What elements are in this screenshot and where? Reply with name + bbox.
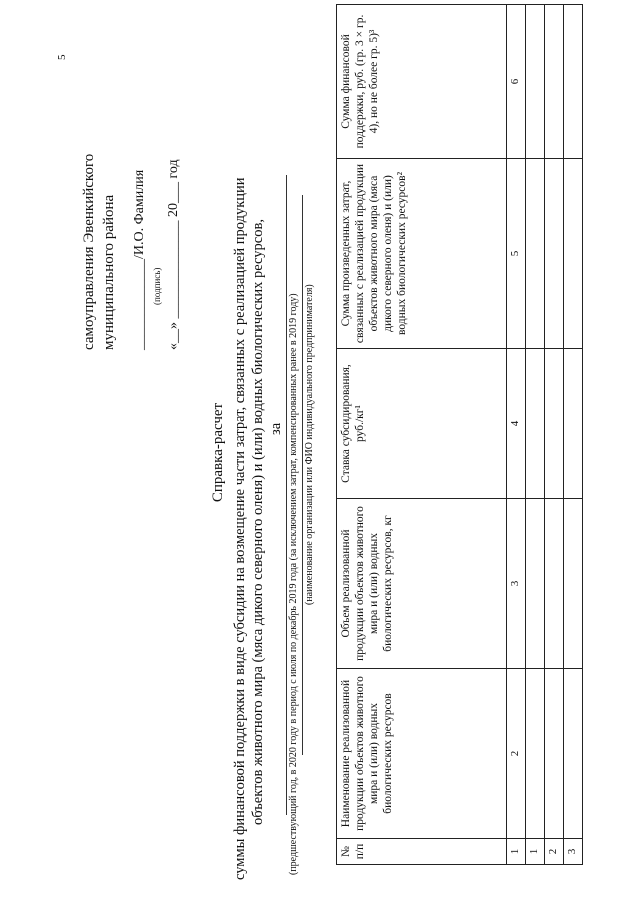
table-cell (564, 5, 583, 159)
page-number: 5 (56, 54, 68, 60)
table-cell (564, 499, 583, 669)
row-number-cell: 2 (545, 839, 564, 865)
column-number-cell: 1 (507, 839, 526, 865)
col-header-product-name: Наименование реализованной продукции объектов животного мира и (или) водных биологических ресурсов (337, 669, 507, 839)
column-number-row (507, 5, 526, 865)
table-cell (526, 159, 545, 349)
approval-line-2: муниципального района (101, 194, 117, 350)
signature-line: _____________/И.О. Фамилия (132, 169, 147, 350)
col-header-volume: Объем реализованной продукции объектов животного мира и (или) водных биологических ресурсов, кг (337, 499, 507, 669)
table-cell (564, 349, 583, 499)
col-header-support-sum: Сумма финансовой поддержки, руб. (гр. 3 × гр. 4), но не более гр. 5)³ (337, 5, 507, 159)
org-caption: (наименование организации или ФИО индивидуального предпринимателя) (304, 284, 315, 605)
table-cell (526, 349, 545, 499)
period-caption: (предшествующий год, в 2020 году в период с июля по декабрь 2019 года (за исключением затрат, компенсированных ранее в 2019 году) (288, 293, 299, 875)
period-underline (286, 175, 287, 815)
table-header-row (337, 5, 507, 865)
table-cell (545, 159, 564, 349)
column-number-cell: 2 (507, 669, 526, 839)
table-cell (545, 5, 564, 159)
signature-caption: (подпись) (152, 267, 162, 305)
column-number-cell: 6 (507, 5, 526, 159)
table-cell (545, 669, 564, 839)
column-number-cell: 4 (507, 349, 526, 499)
table-cell (564, 159, 583, 349)
table-cell (564, 669, 583, 839)
col-header-number: № п/п (337, 839, 507, 865)
column-number-cell: 3 (507, 499, 526, 669)
table-row (564, 5, 583, 865)
approval-line-1: самоуправления Эвенкийского (81, 153, 97, 350)
table-cell (526, 669, 545, 839)
table-cell (526, 499, 545, 669)
col-header-costs: Сумма произведенных затрат, связанных с реализацией продукции объектов животного мира (мяса дикого северного оленя) и (или) водных биологических ресурсов² (337, 159, 507, 349)
row-number-cell: 1 (526, 839, 545, 865)
document-subtitle-2: объектов животного мира (мяса дикого северного оленя) и (или) водных биологических ресурсов, (250, 219, 266, 825)
table-row (526, 5, 545, 865)
calculation-table (336, 4, 583, 865)
document-title: Справка-расчет (210, 402, 226, 503)
table-cell (526, 5, 545, 159)
table-cell (545, 349, 564, 499)
table-row (545, 5, 564, 865)
document-subtitle-3: за (268, 422, 284, 435)
date-line: «__» ______________ 20___ год (166, 159, 181, 350)
row-number-cell: 3 (564, 839, 583, 865)
document-subtitle-1: суммы финансовой поддержки в виде субсидии на возмещение части затрат, связанных с реализацией продукции (232, 177, 248, 880)
column-number-cell: 5 (507, 159, 526, 349)
table-cell (545, 499, 564, 669)
col-header-rate: Ставка субсидирования, руб./кг¹ (337, 349, 507, 499)
org-underline (302, 195, 303, 755)
